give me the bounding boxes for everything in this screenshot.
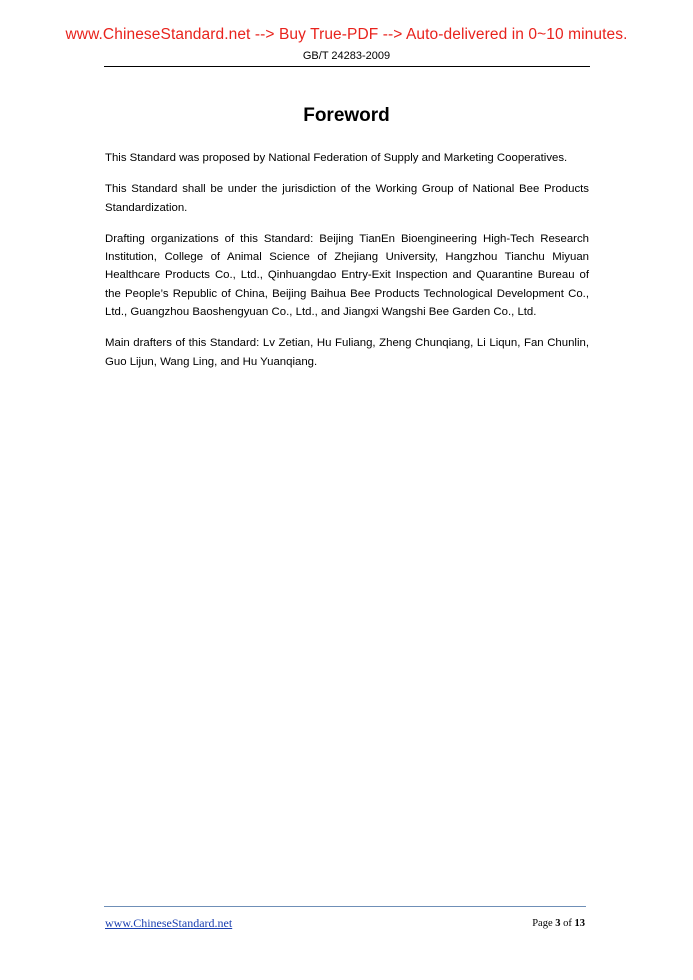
page-number	[532, 918, 585, 929]
footer-website-link[interactable]: www.ChineseStandard.net	[105, 916, 233, 930]
paragraph-jurisdiction: This Standard shall be under the jurisdiction of the Working Group of National Bee Products Standardization.	[105, 183, 589, 214]
promo-banner: www.ChineseStandard.net --> Buy True-PDF --> Auto-delivered in 0~10 minutes.	[65, 26, 628, 43]
header-divider	[104, 66, 590, 67]
page-total: 13	[574, 918, 585, 929]
page-current: 3	[555, 918, 561, 929]
footer-divider	[104, 906, 586, 907]
page-of: of	[560, 918, 575, 929]
page-title: Foreword	[303, 105, 390, 126]
document-body	[105, 149, 589, 384]
paragraph-main-drafters: Main drafters of this Standard: Lv Zetian, Hu Fuliang, Zheng Chunqiang, Li Liqun, Fan Chunlin, Guo Lijun, Wang Ling, and Hu Yuanqiang.	[105, 337, 589, 368]
standard-code: GB/T 24283-2009	[302, 50, 391, 62]
paragraph-drafting-organizations: Drafting organizations of this Standard: Beijing TianEn Bioengineering High-Tech Research Institution, College of Animal Science of Zhejiang University, Hangzhou Tianchu Miyuan Healthcare Products Co., Ltd., Qinhuangdao Entry-Exit Inspection and Quarantine Bureau of the People’s Republic of China, Beijing Baihua Bee Products Technological Development Co., Ltd., Guangzhou Baoshengyuan Co., Ltd., and Jiangxi Wangshi Bee Garden Co., Ltd.	[105, 232, 589, 319]
page-prefix: Page	[532, 918, 556, 929]
paragraph-proposed-by: This Standard was proposed by National Federation of Supply and Marketing Cooperatives.	[105, 152, 568, 164]
